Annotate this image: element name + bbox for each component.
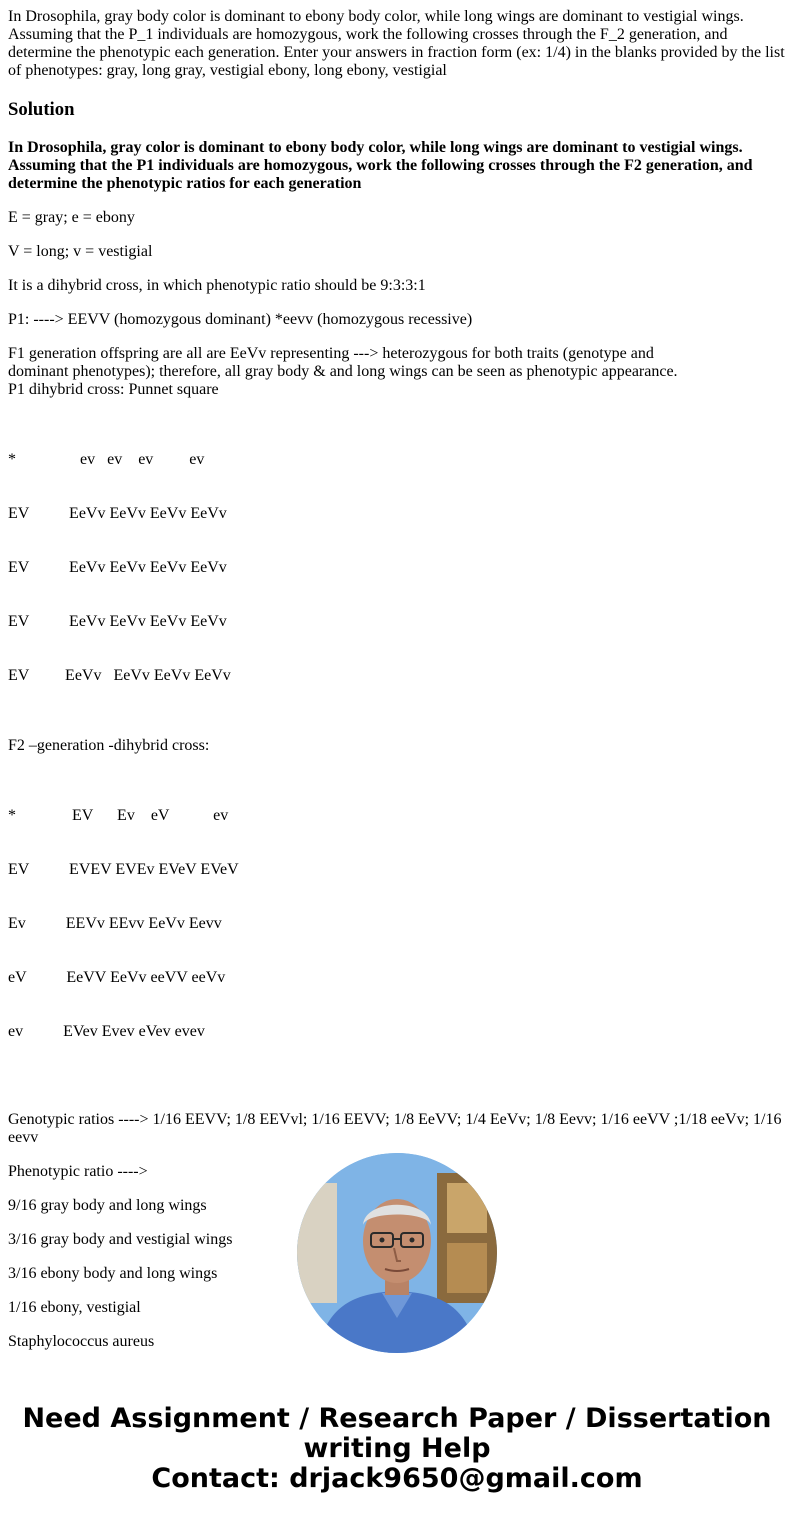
f2-heading: F2 –generation -dihybrid cross: xyxy=(8,737,210,754)
avatar-portrait-icon xyxy=(297,1153,497,1353)
question-text: In Drosophila, gray body color is dominant to ebony body color, while long wings are dominant to vestigial wings. Assuming that the P_1 individuals are homozygous, work the following crosses through the F_2 generation, and determine the phenotypic each generation. Enter your answers in fraction form (ex: 1/4) in the blanks provided by the list of phenotypes: gray, long gray, vestigial ebony, long ebony, vestigial xyxy=(8,8,785,79)
promo-line-2: writing Help xyxy=(303,1433,491,1464)
restated-question: In Drosophila, gray color is dominant to ebony body color, while long wings are dominant to vestigial wings. Assuming that the P1 individuals are homozygous, work the following crosses through the F2 generation, and determine the phenotypic ratios for each generation xyxy=(8,139,753,192)
p1-punnett-square xyxy=(8,415,788,721)
genotypic-ratios: Genotypic ratios ----> 1/16 EEVV; 1/8 EEVvl; 1/16 EEVV; 1/8 EeVV; 1/4 EeVv; 1/8 Eevv; 1/16 eeVV ;1/18 eeVv; 1/16 eevv xyxy=(8,1111,782,1146)
punnett-row: * ev ev ev ev xyxy=(8,451,205,468)
punnett-row: EV EeVv EeVv EeVv EeVv xyxy=(8,505,227,522)
organism-name: Staphylococcus aureus xyxy=(8,1333,155,1350)
f2-punnett-square xyxy=(8,771,788,1077)
p1-cross: P1: ----> EEVV (homozygous dominant) *eevv (homozygous recessive) xyxy=(8,311,473,328)
punnett-row: * EV Ev eV ev xyxy=(8,807,229,824)
phenotype-ratio-3: 3/16 ebony body and long wings xyxy=(8,1265,218,1282)
phenotype-ratio-2: 3/16 gray body and vestigial wings xyxy=(8,1231,233,1248)
punnett-row: eV EeVV EeVv eeVV eeVv xyxy=(8,969,226,986)
phenotypic-heading: Phenotypic ratio ----> xyxy=(8,1163,148,1180)
promo-line-1: Need Assignment / Research Paper / Dissertation xyxy=(22,1403,772,1434)
promo-banner xyxy=(0,1404,794,1494)
punnett-row: EV EeVv EeVv EeVv EeVv xyxy=(8,667,231,684)
punnett-row: EV EeVv EeVv EeVv EeVv xyxy=(8,613,227,630)
punnett-row: EV EVEV EVEv EVeV EVeV xyxy=(8,861,239,878)
promo-contact: Contact: drjack9650@gmail.com xyxy=(151,1463,643,1494)
punnett-row: Ev EEVv EEvv EeVv Eevv xyxy=(8,915,222,932)
f1-line-3: P1 dihybrid cross: Punnet square xyxy=(8,381,219,398)
phenotype-ratio-4: 1/16 ebony, vestigial xyxy=(8,1299,141,1316)
f1-line-2: dominant phenotypes); therefore, all gray body & and long wings can be seen as phenotypic appearance. xyxy=(8,363,678,380)
wing-allele-key: V = long; v = vestigial xyxy=(8,243,153,260)
solution-heading: Solution xyxy=(8,99,75,120)
punnett-row: ev EVev Evev eVev evev xyxy=(8,1023,205,1040)
punnett-row: EV EeVv EeVv EeVv EeVv xyxy=(8,559,227,576)
dihybrid-statement: It is a dihybrid cross, in which phenotypic ratio should be 9:3:3:1 xyxy=(8,277,426,294)
author-avatar xyxy=(297,1153,497,1353)
f1-explanation xyxy=(8,345,788,399)
gray-allele-key: E = gray; e = ebony xyxy=(8,209,135,226)
phenotype-ratio-1: 9/16 gray body and long wings xyxy=(8,1197,207,1214)
f1-line-1: F1 generation offspring are all are EeVv representing ---> heterozygous for both traits (genotype and xyxy=(8,345,654,362)
